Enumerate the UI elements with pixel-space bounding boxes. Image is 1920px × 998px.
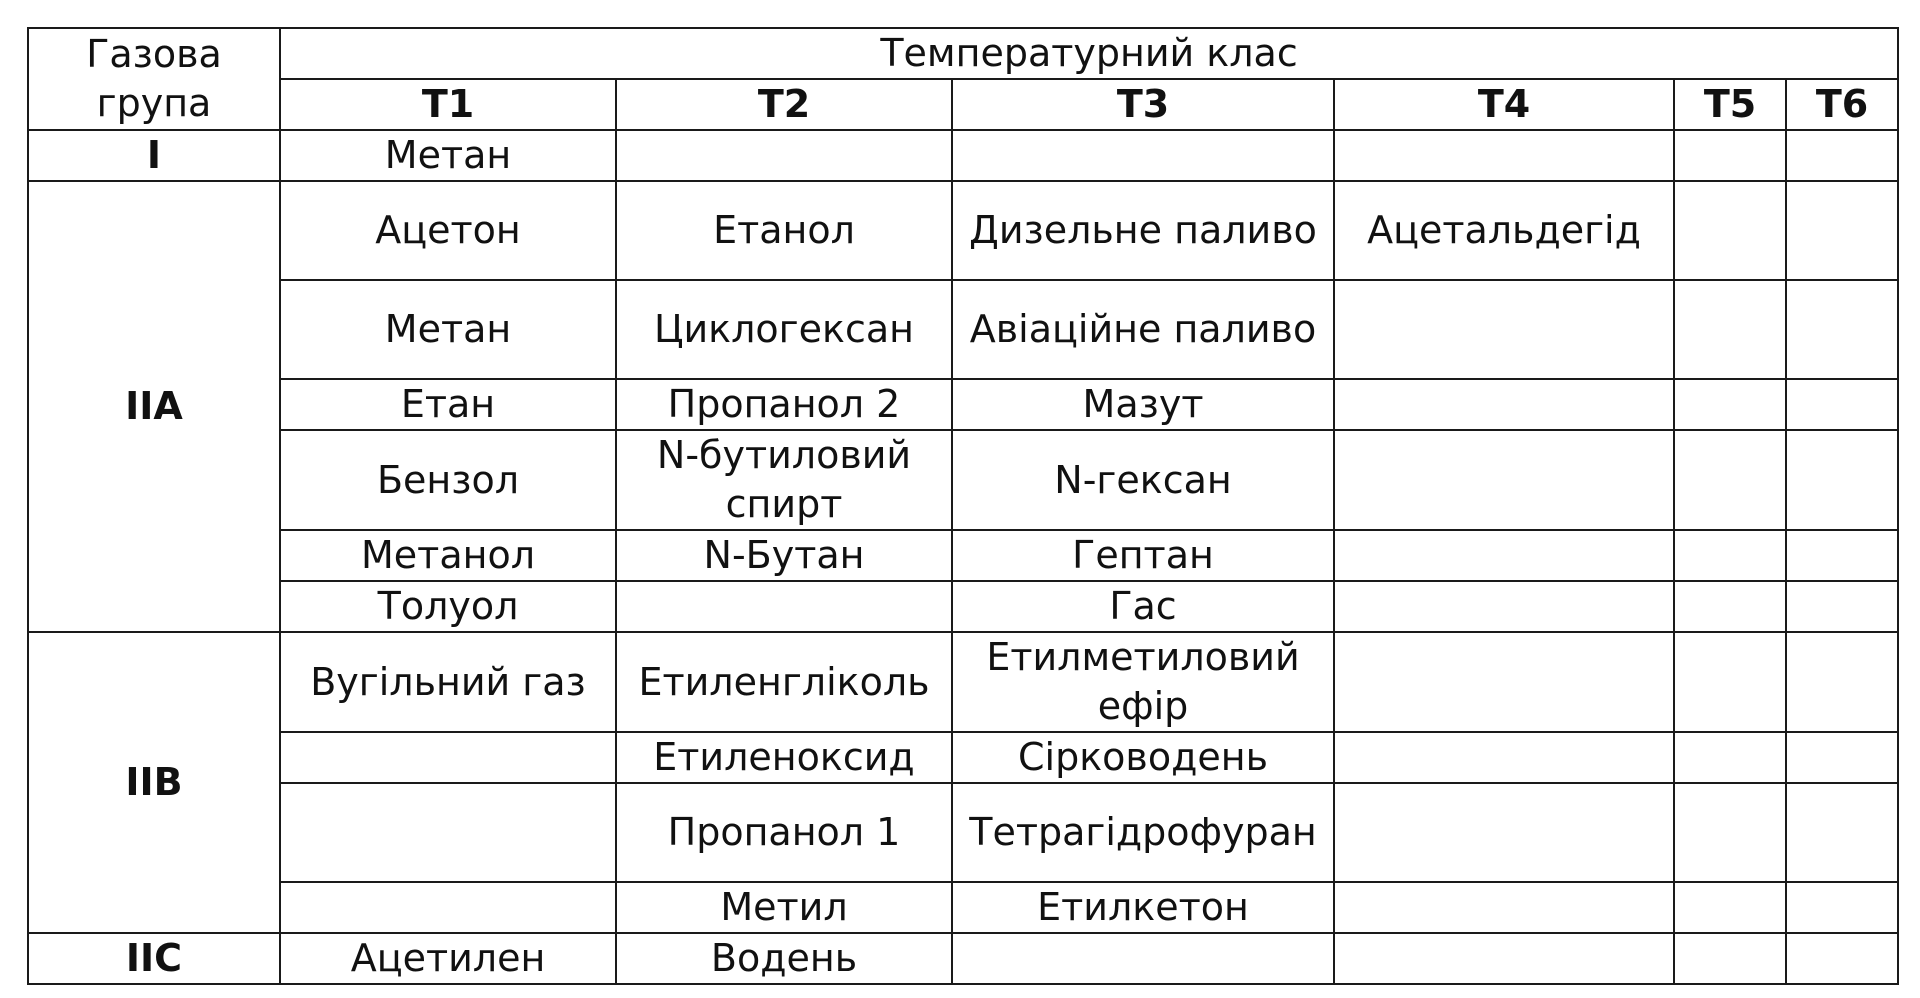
gas-group-cell: IIB bbox=[28, 632, 280, 933]
header-class-t4: T4 bbox=[1334, 79, 1674, 130]
substance-cell-t1: Вугільний газ bbox=[280, 632, 616, 732]
table-row bbox=[28, 732, 1898, 783]
substance-cell-t6 bbox=[1786, 632, 1898, 732]
substance-cell-t4 bbox=[1334, 130, 1674, 181]
substance-cell-t3: Дизельне паливо bbox=[952, 181, 1334, 280]
table-row bbox=[28, 632, 1898, 732]
substance-cell-t1: Бензол bbox=[280, 430, 616, 530]
table-row bbox=[28, 933, 1898, 984]
header-temperature-class: Температурний клас bbox=[280, 28, 1898, 79]
table-row bbox=[28, 530, 1898, 581]
table-row bbox=[28, 783, 1898, 882]
substance-cell-t2: Пропанол 1 bbox=[616, 783, 952, 882]
gas-group-cell: IIC bbox=[28, 933, 280, 984]
substance-cell-t6 bbox=[1786, 732, 1898, 783]
substance-cell-t3: Тетрагідрофуран bbox=[952, 783, 1334, 882]
substance-cell-t3: Етилкетон bbox=[952, 882, 1334, 933]
substance-cell-t4 bbox=[1334, 933, 1674, 984]
substance-cell-t6 bbox=[1786, 181, 1898, 280]
substance-cell-t3: Гептан bbox=[952, 530, 1334, 581]
substance-cell-t3: Мазут bbox=[952, 379, 1334, 430]
substance-cell-t2: Етанол bbox=[616, 181, 952, 280]
substance-cell-t3 bbox=[952, 130, 1334, 181]
substance-cell-t1 bbox=[280, 783, 616, 882]
header-class-t6: T6 bbox=[1786, 79, 1898, 130]
substance-cell-t2: Етиленгліколь bbox=[616, 632, 952, 732]
substance-cell-t1: Метанол bbox=[280, 530, 616, 581]
substance-cell-t2 bbox=[616, 581, 952, 632]
substance-cell-t1 bbox=[280, 882, 616, 933]
substance-cell-t2: N-бутиловий спирт bbox=[616, 430, 952, 530]
substance-cell-t6 bbox=[1786, 933, 1898, 984]
substance-cell-t6 bbox=[1786, 379, 1898, 430]
table-row bbox=[28, 882, 1898, 933]
substance-cell-t5 bbox=[1674, 530, 1786, 581]
substance-cell-t4 bbox=[1334, 783, 1674, 882]
substance-cell-t5 bbox=[1674, 130, 1786, 181]
substance-cell-t1: Метан bbox=[280, 130, 616, 181]
substance-cell-t3: Авіаційне паливо bbox=[952, 280, 1334, 379]
substance-cell-t5 bbox=[1674, 280, 1786, 379]
substance-cell-t5 bbox=[1674, 379, 1786, 430]
substance-cell-t6 bbox=[1786, 581, 1898, 632]
substance-cell-t6 bbox=[1786, 783, 1898, 882]
substance-cell-t1: Ацетилен bbox=[280, 933, 616, 984]
substance-cell-t5 bbox=[1674, 181, 1786, 280]
substance-cell-t2: Водень bbox=[616, 933, 952, 984]
substance-cell-t2: Етиленоксид bbox=[616, 732, 952, 783]
substance-cell-t3 bbox=[952, 933, 1334, 984]
table-row bbox=[28, 581, 1898, 632]
gas-temperature-class-table bbox=[27, 27, 1899, 985]
table-row bbox=[28, 181, 1898, 280]
substance-cell-t6 bbox=[1786, 530, 1898, 581]
substance-cell-t2: Пропанол 2 bbox=[616, 379, 952, 430]
substance-cell-t3: Гас bbox=[952, 581, 1334, 632]
substance-cell-t3: Етилметиловий ефір bbox=[952, 632, 1334, 732]
header-gas-group: Газова група bbox=[28, 28, 280, 130]
substance-cell-t1: Етан bbox=[280, 379, 616, 430]
header-class-t3: T3 bbox=[952, 79, 1334, 130]
substance-cell-t2: Метил bbox=[616, 882, 952, 933]
substance-cell-t3: N-гексан bbox=[952, 430, 1334, 530]
substance-cell-t1: Толуол bbox=[280, 581, 616, 632]
substance-cell-t3: Сірководень bbox=[952, 732, 1334, 783]
substance-cell-t1 bbox=[280, 732, 616, 783]
substance-cell-t2 bbox=[616, 130, 952, 181]
substance-cell-t5 bbox=[1674, 581, 1786, 632]
gas-group-cell: IIA bbox=[28, 181, 280, 632]
header-class-t5: T5 bbox=[1674, 79, 1786, 130]
substance-cell-t6 bbox=[1786, 882, 1898, 933]
substance-cell-t6 bbox=[1786, 280, 1898, 379]
substance-cell-t5 bbox=[1674, 783, 1786, 882]
substance-cell-t4 bbox=[1334, 581, 1674, 632]
substance-cell-t5 bbox=[1674, 732, 1786, 783]
substance-cell-t2: N-Бутан bbox=[616, 530, 952, 581]
table-row bbox=[28, 379, 1898, 430]
substance-cell-t5 bbox=[1674, 933, 1786, 984]
substance-cell-t6 bbox=[1786, 430, 1898, 530]
substance-cell-t1: Метан bbox=[280, 280, 616, 379]
table-row bbox=[28, 280, 1898, 379]
substance-cell-t2: Циклогексан bbox=[616, 280, 952, 379]
gas-temperature-class-table-container bbox=[27, 27, 1897, 985]
substance-cell-t5 bbox=[1674, 882, 1786, 933]
substance-cell-t4 bbox=[1334, 732, 1674, 783]
table-row bbox=[28, 430, 1898, 530]
gas-group-cell: I bbox=[28, 130, 280, 181]
substance-cell-t4 bbox=[1334, 379, 1674, 430]
substance-cell-t4 bbox=[1334, 530, 1674, 581]
substance-cell-t4 bbox=[1334, 280, 1674, 379]
table-row bbox=[28, 130, 1898, 181]
header-class-t2: T2 bbox=[616, 79, 952, 130]
substance-cell-t4: Ацетальдегід bbox=[1334, 181, 1674, 280]
substance-cell-t4 bbox=[1334, 430, 1674, 530]
substance-cell-t4 bbox=[1334, 632, 1674, 732]
substance-cell-t5 bbox=[1674, 632, 1786, 732]
substance-cell-t6 bbox=[1786, 130, 1898, 181]
substance-cell-t4 bbox=[1334, 882, 1674, 933]
substance-cell-t1: Ацетон bbox=[280, 181, 616, 280]
substance-cell-t5 bbox=[1674, 430, 1786, 530]
table-body bbox=[28, 130, 1898, 984]
header-class-t1: T1 bbox=[280, 79, 616, 130]
